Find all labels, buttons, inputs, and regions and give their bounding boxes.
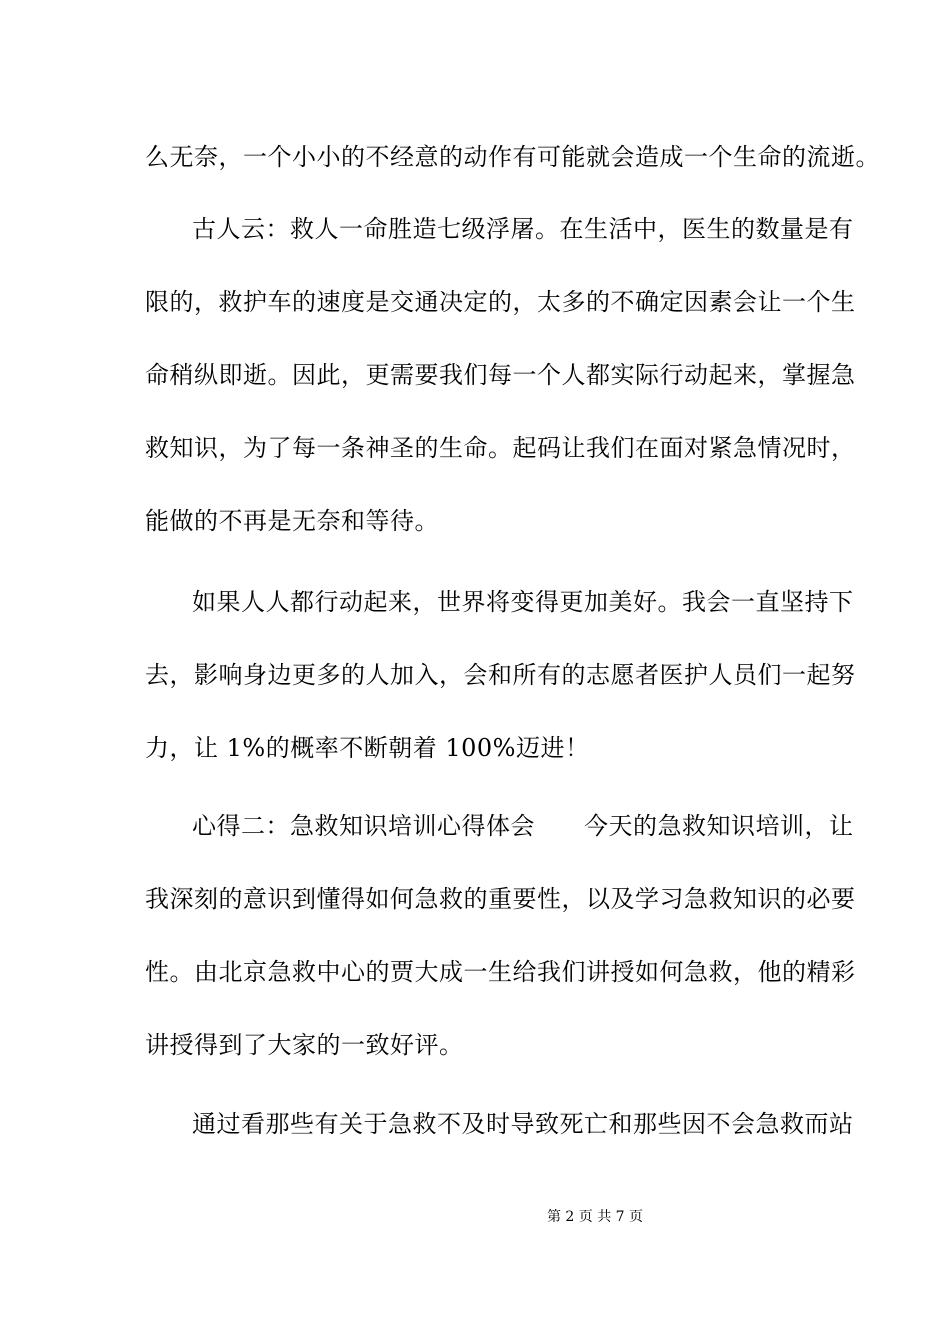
- text-line-12: 性。由北京急救中心的贾大成一生给我们讲授如何急救，他的精彩: [145, 958, 856, 986]
- text-line-6: 能做的不再是无奈和等待。: [145, 507, 439, 535]
- text-line-1: 么无奈，一个小小的不经意的动作有可能就会造成一个生命的流逝。: [145, 143, 880, 171]
- text-line-14: 通过看那些有关于急救不及时导致死亡和那些因不会急救而站: [192, 1110, 854, 1138]
- text-line-11: 我深刻的意识到懂得如何急救的重要性，以及学习急救知识的必要: [145, 885, 856, 913]
- text-line-9: 力，让 1%的概率不断朝着 100%迈进！: [145, 734, 590, 762]
- text-line-7: 如果人人都行动起来，世界将变得更加美好。我会一直坚持下: [192, 588, 854, 616]
- page-number-footer: 第 2 页 共 7 页: [546, 1209, 644, 1225]
- text-line-4: 命稍纵即逝。因此，更需要我们每一个人都实际行动起来，掌握急: [145, 361, 856, 389]
- text-line-10: 心得二：急救知识培训心得体会 今天的急救知识培训，让: [192, 812, 854, 840]
- text-line-2: 古人云：救人一命胜造七级浮屠。在生活中，医生的数量是有: [192, 215, 854, 243]
- text-line-3: 限的，救护车的速度是交通决定的，太多的不确定因素会让一个生: [145, 288, 856, 316]
- text-line-8: 去，影响身边更多的人加入，会和所有的志愿者医护人员们一起努: [145, 661, 856, 689]
- text-line-13: 讲授得到了大家的一致好评。: [145, 1031, 464, 1059]
- text-line-5: 救知识，为了每一条神圣的生命。起码让我们在面对紧急情况时，: [145, 434, 856, 462]
